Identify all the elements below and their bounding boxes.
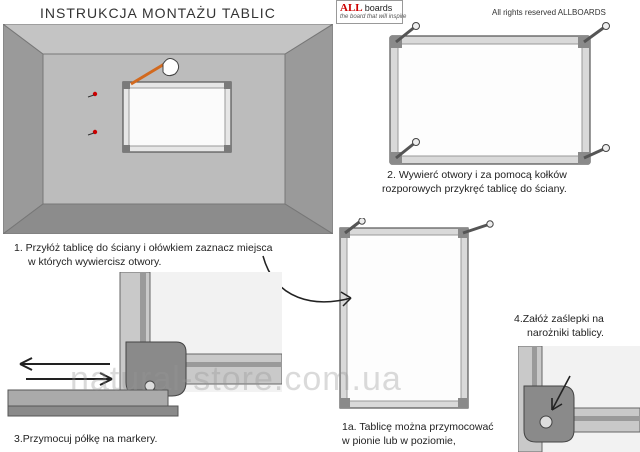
step1a-text: 1a. Tablicę można przymocować w pionie lub w poziomie, <box>342 421 494 447</box>
step1-text: 1. Przyłóż tablicę do ściany i ołówkiem zaznacz miejsca w których wywiercisz otwory. <box>14 242 273 268</box>
marker-tray-figure <box>0 272 282 430</box>
logo-main-text: ALL <box>340 2 363 14</box>
mounted-board-figure <box>380 20 620 170</box>
step2-text: 2. Wywierć otwory i za pomocą kołków rozporowych przykręć tablicę do ściany. <box>382 169 567 195</box>
whiteboard-on-wall <box>123 82 231 152</box>
room-right-wall <box>285 24 333 234</box>
hand-icon <box>163 58 179 75</box>
corner-cap-figure <box>518 346 640 452</box>
room-ceiling <box>3 24 333 54</box>
room-illustration <box>3 24 333 234</box>
corner-cap-icon <box>524 386 574 442</box>
screw-icon <box>584 23 610 43</box>
copyright-notice: All rights reserved ALLBOARDS <box>492 8 606 17</box>
watermark: natural-store.com.ua <box>70 360 402 398</box>
logo-suffix-text: boards <box>364 3 393 13</box>
logo-tagline: the board that will inspire <box>340 14 407 20</box>
page-title: INSTRUKCJA MONTAŻU TABLIC <box>40 5 276 21</box>
room-left-wall <box>3 24 43 234</box>
screw-icon <box>463 221 493 233</box>
step4-text: 4.Załóż zaślepki na narożniki tablicy. <box>514 313 604 339</box>
room-floor <box>3 204 333 234</box>
step3-text: 3.Przymocuj półkę na markery. <box>14 433 158 445</box>
